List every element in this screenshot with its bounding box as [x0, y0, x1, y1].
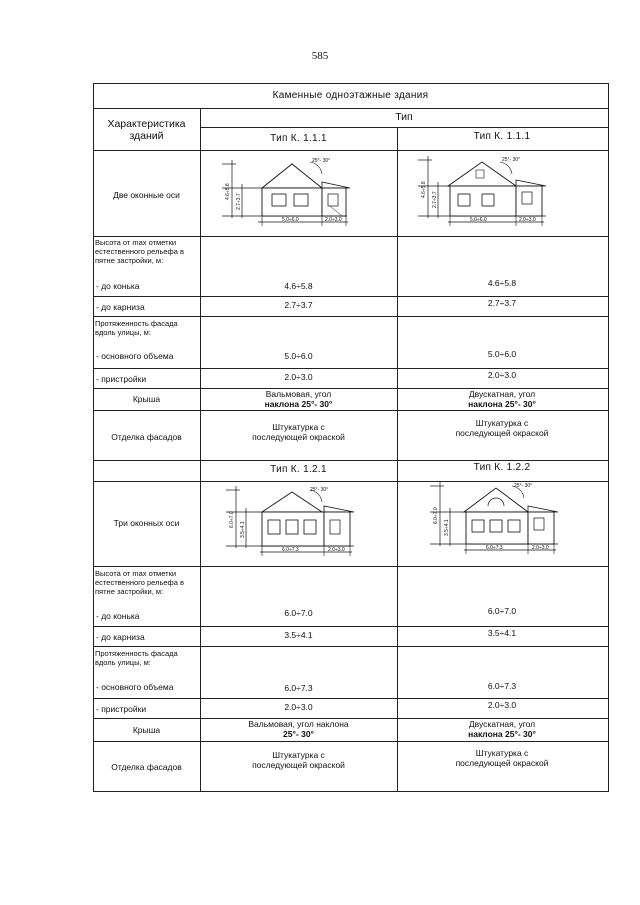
main-volume-value: 6.0÷7.3	[487, 681, 517, 691]
extension-label: - пристройки	[96, 374, 147, 384]
roof-value: Двускатная, угол наклона 25°- 30°	[468, 389, 536, 409]
drawing-angle: 25°- 30°	[310, 487, 329, 493]
roof-value: Вальмовая, угол наклона 25°- 30°	[248, 719, 349, 739]
type-label: Тип К. 1.1.1	[270, 133, 327, 144]
finish-value: Штукатурка с последующей окраской	[455, 418, 549, 438]
eave-value: 2.7÷3.7	[487, 298, 517, 308]
eave-value: 3.5÷4.1	[284, 630, 313, 640]
eave-label: - до карниза	[96, 302, 145, 312]
drawing-dim-ext: 2.0÷3.0	[328, 547, 345, 553]
table-title: Каменные одноэтажные здания	[272, 90, 429, 101]
finish-value: Штукатурка с последующей окраской	[252, 422, 345, 442]
axes-label: Две оконные оси	[113, 190, 180, 200]
facade-drawing-hip-roof	[226, 484, 376, 564]
main-volume-value: 5.0÷6.0	[284, 351, 313, 361]
drawing-dim-ext: 2.0÷3.0	[519, 217, 536, 223]
page-number: 585	[311, 50, 329, 62]
ridge-label: - до конька	[96, 281, 140, 291]
type-label: Тип К. 1.2.1	[270, 464, 327, 475]
drawing-dim-ext: 2.0÷3.0	[532, 545, 549, 551]
drawing-dim-main: 6.0÷7.3	[486, 545, 503, 551]
finish-value: Штукатурка с последующей окраской	[252, 750, 345, 770]
type-label: Тип К. 1.2.2	[473, 462, 531, 473]
drawing-dim-total: 4.6÷5.8	[225, 183, 231, 200]
finish-label: Отделка фасадов	[111, 762, 182, 772]
roof-value: Вальмовая, угол наклона 25°- 30°	[264, 389, 333, 409]
extension-label: - пристройки	[96, 704, 147, 714]
ridge-value: 4.6÷5.8	[487, 278, 517, 288]
eave-label: - до карниза	[96, 632, 145, 642]
drawing-dim-total: 4.6÷5.8	[421, 181, 427, 198]
facade-drawing-hip-roof	[222, 152, 372, 234]
extension-value: 2.0÷3.0	[284, 702, 313, 712]
main-volume-label: - основного объема	[96, 351, 174, 361]
drawing-angle: 25°- 30°	[514, 483, 533, 489]
header-characteristics: Характеристика зданий	[107, 118, 186, 142]
height-label: Высота от max отметки естественного рельефа в пятне застройки, м:	[95, 238, 184, 265]
facade-label: Протяженность фасада вдоль улицы, м:	[95, 649, 178, 667]
facade-label: Протяженность фасада вдоль улицы, м:	[95, 319, 178, 337]
ridge-value: 4.6÷5.8	[284, 281, 313, 291]
drawing-dim-total: 6.0÷7.0	[433, 507, 439, 524]
drawing-dim-main: 5.0÷6.0	[470, 217, 487, 223]
drawing-dim-ext: 2.0÷3.0	[325, 217, 342, 223]
drawing-dim-eave: 2.7÷3.7	[432, 191, 438, 208]
finish-value: Штукатурка с последующей окраской	[455, 748, 549, 768]
ridge-label: - до конька	[96, 611, 140, 621]
axes-label: Три оконных оси	[113, 518, 180, 528]
eave-value: 3.5÷4.1	[487, 628, 517, 638]
eave-value: 2.7÷3.7	[284, 300, 313, 310]
drawing-angle: 25°- 30°	[312, 158, 331, 164]
drawing-dim-eave: 2.7÷3.7	[236, 193, 242, 210]
extension-value: 2.0÷3.0	[487, 370, 517, 380]
drawing-dim-eave: 3.5÷4.1	[444, 519, 450, 536]
roof-label: Крыша	[132, 394, 161, 404]
facade-drawing-gable-roof	[430, 482, 580, 562]
type-label: Тип К. 1.1.1	[473, 131, 531, 142]
extension-value: 2.0÷3.0	[284, 372, 313, 382]
main-volume-value: 6.0÷7.3	[284, 683, 313, 693]
ridge-value: 6.0÷7.0	[487, 606, 517, 616]
facade-drawing-gable-roof	[418, 152, 568, 234]
drawing-dim-eave: 3.5÷4.1	[240, 521, 246, 538]
drawing-dim-total: 6.0÷7.0	[229, 511, 235, 528]
header-type: Тип	[395, 111, 413, 123]
roof-value: Двускатная, угол наклона 25°- 30°	[468, 719, 536, 739]
main-volume-value: 5.0÷6.0	[487, 349, 517, 359]
ridge-value: 6.0÷7.0	[284, 608, 313, 618]
drawing-angle: 25°- 30°	[502, 157, 521, 163]
height-label: Высота от max отметки естественного рельефа в пятне застройки, м:	[95, 569, 184, 596]
finish-label: Отделка фасадов	[111, 432, 182, 442]
main-volume-label: - основного объема	[96, 682, 174, 692]
extension-value: 2.0÷3.0	[487, 700, 517, 710]
roof-label: Крыша	[132, 725, 161, 735]
drawing-dim-main: 6.0÷7.3	[282, 547, 299, 553]
drawing-dim-main: 5.0÷6.0	[282, 217, 299, 223]
